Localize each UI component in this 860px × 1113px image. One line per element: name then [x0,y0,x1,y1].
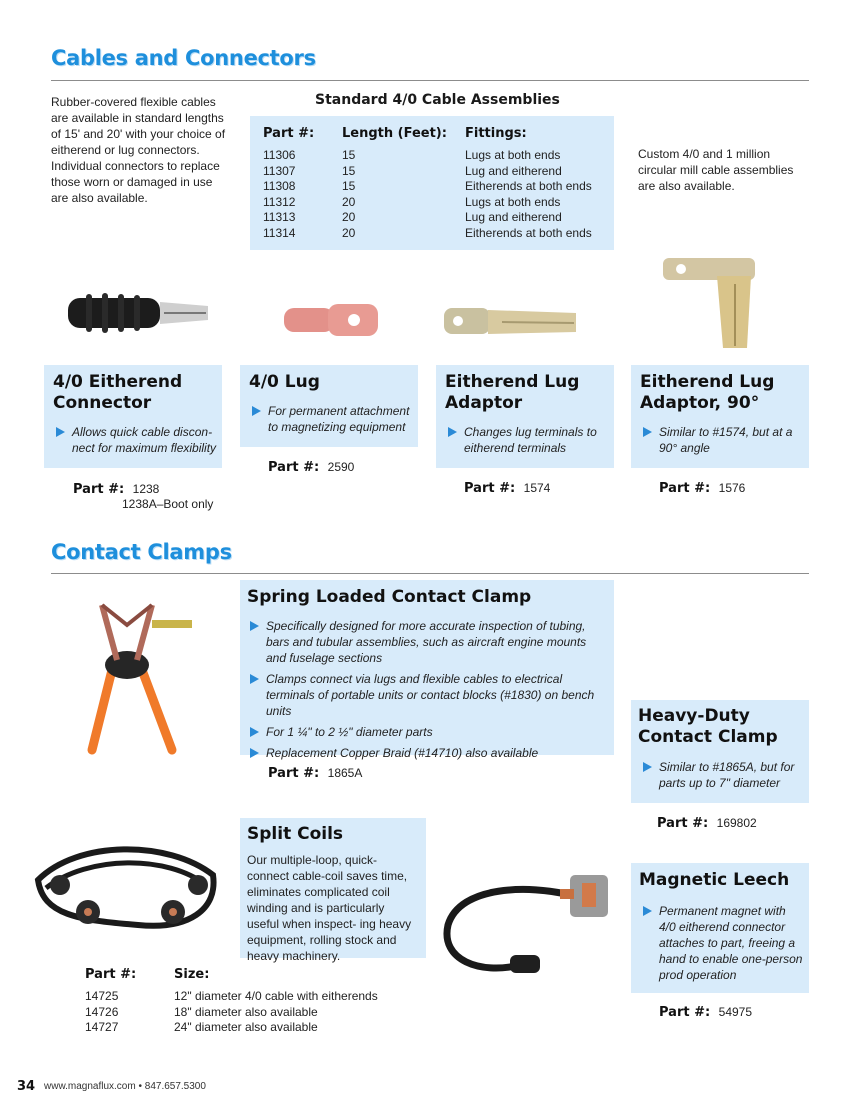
table-cell: Lug and eitherend [465,210,562,224]
part-number-spring-clamp: Part #: 1865A [268,766,363,781]
table-cell: 15 [342,179,356,193]
footer-contact: www.magnaflux.com • 847.657.5300 [44,1081,206,1092]
card-lug-adaptor-90 [631,365,809,468]
part-number-heavy-clamp: Part #: 169802 [657,816,757,831]
card-bullet: For 1 ¼" to 2 ½" diameter parts [244,724,608,740]
custom-note: Custom 4/0 and 1 million circular mill cable assemblies are also available. [638,147,794,193]
coil-col-header-size: Size: [174,967,210,982]
page-number: 34 [17,1079,36,1094]
lug-adaptor-photo [442,302,582,342]
card-bullets [244,618,608,766]
split-coils-photo [18,830,228,950]
card-bullet: Clamps connect via lugs and flexible cables to electrical terminals of portable units or contact blocks (#1830) on bench units [244,671,608,719]
table-cell: 11306 [263,148,296,162]
card-bullet: Similar to #1574, but at a 90° angle [637,424,805,456]
table-cell: 18" diameter also available [174,1004,318,1019]
table-row [263,148,603,164]
card-eitherend-connector [44,365,222,468]
table-cell: Lugs at both ends [465,148,561,162]
card-lug-adaptor [436,365,614,468]
table-cell: 11313 [263,210,296,224]
part-number-lug-adaptor: Part #: 1574 [464,481,551,496]
table-row [85,1020,405,1036]
card-bullet: Specifically designed for more accurate inspection of tubing, bars and tubular assemblies, such as aircraft engine mounts and fuselage sections [244,618,608,666]
table-cell: Eitherends at both ends [465,225,592,240]
coil-table-rows [85,989,405,1036]
table-row [263,195,603,211]
card-bullet: Replacement Copper Braid (#14710) also available [244,745,608,761]
eitherend-connector-photo [60,276,210,346]
table-cell: 11308 [263,179,296,193]
card-title: Eitherend Lug Adaptor, 90° [640,372,775,413]
card-bullet: Similar to #1865A, but for parts up to 7" diameter [637,759,805,791]
col-header-part: Part #: [263,126,315,141]
card-spring-clamp [240,580,614,760]
part-number-lug-adaptor-90: Part #: 1576 [659,481,746,496]
table-cell: 20 [342,225,356,240]
lug-photo [282,300,382,340]
section-title-contact-clamps: Contact Clamps [51,540,232,564]
card-title: Magnetic Leech [639,870,790,890]
card-bullet: Permanent magnet with 4/0 eitherend connector attaches to part, freeing a hand to enable one-person prod operation [637,903,805,983]
table-cell: 15 [342,163,356,178]
section-divider [51,573,809,574]
card-title: 4/0 Lug [249,372,320,392]
card-bullet: Changes lug terminals to eitherend terminals [442,424,610,456]
section-title-cables: Cables and Connectors [51,46,316,70]
part-number-eitherend-boot: 1238A–Boot only [122,497,214,511]
cable-table [250,116,614,250]
card-split-coils [240,818,426,963]
part-number-eitherend: Part #: 1238 [73,482,160,497]
table-cell: 11307 [263,163,296,178]
table-row [85,989,405,1005]
magnetic-leech-photo [440,865,620,985]
lug-adaptor-90-photo [655,252,765,352]
section-divider [51,80,809,81]
table-cell: 12" diameter 4/0 cable with eitherends [174,989,378,1003]
card-title: Eitherend Lug Adaptor [445,372,580,413]
table-row [263,226,603,242]
card-body: Our multiple-loop, quick-connect cable-coil saves time, eliminates complicated coil winding and is particularly useful when inspect- ing heavy equipment, rolling stock and heavy machinery. [247,853,412,963]
table-cell: Lug and eitherend [465,163,562,178]
col-header-fittings: Fittings: [465,126,527,141]
card-title: Heavy-Duty Contact Clamp [638,706,778,747]
spring-clamp-photo [72,590,197,760]
part-number-magnetic-leech: Part #: 54975 [659,1005,753,1020]
coil-col-header-part: Part #: [85,967,137,982]
card-title: 4/0 Eitherend Connector [53,372,183,413]
intro-text: Rubber-covered flexible cables are available in standard lengths of 15' and 20' with your choice of eitherend or lug connectors. Individual connectors to replace those worn or damaged in use are also available. [51,95,226,205]
table-row [263,179,603,195]
card-lug [240,365,418,447]
table-cell: 20 [342,194,356,209]
card-title: Spring Loaded Contact Clamp [247,587,532,607]
table-cell: 14727 [85,1020,119,1034]
table-cell: Eitherends at both ends [465,179,592,193]
col-header-length: Length (Feet): [342,126,447,141]
table-cell: 15 [342,148,356,162]
table-row [263,164,603,180]
table-cell: 11314 [263,225,296,240]
table-cell: Lugs at both ends [465,194,561,209]
table-row [263,210,603,226]
table-row [85,1005,405,1021]
table-cell: 14726 [85,1004,119,1019]
card-heavy-clamp [631,700,809,803]
table-cell: 14725 [85,989,119,1003]
card-bullet: Allows quick cable discon- nect for maximum flexibility [50,424,218,456]
table-cell: 24" diameter also available [174,1020,318,1034]
table-cell: 20 [342,210,356,224]
table-cell: 11312 [263,194,296,209]
part-number-lug: Part #: 2590 [268,460,355,475]
cable-table-rows [263,148,603,241]
card-title: Split Coils [247,824,344,844]
card-bullet: For permanent attachment to magnetizing equipment [246,403,414,435]
cable-table-title: Standard 4/0 Cable Assemblies [315,92,560,108]
card-magnetic-leech [631,863,809,993]
